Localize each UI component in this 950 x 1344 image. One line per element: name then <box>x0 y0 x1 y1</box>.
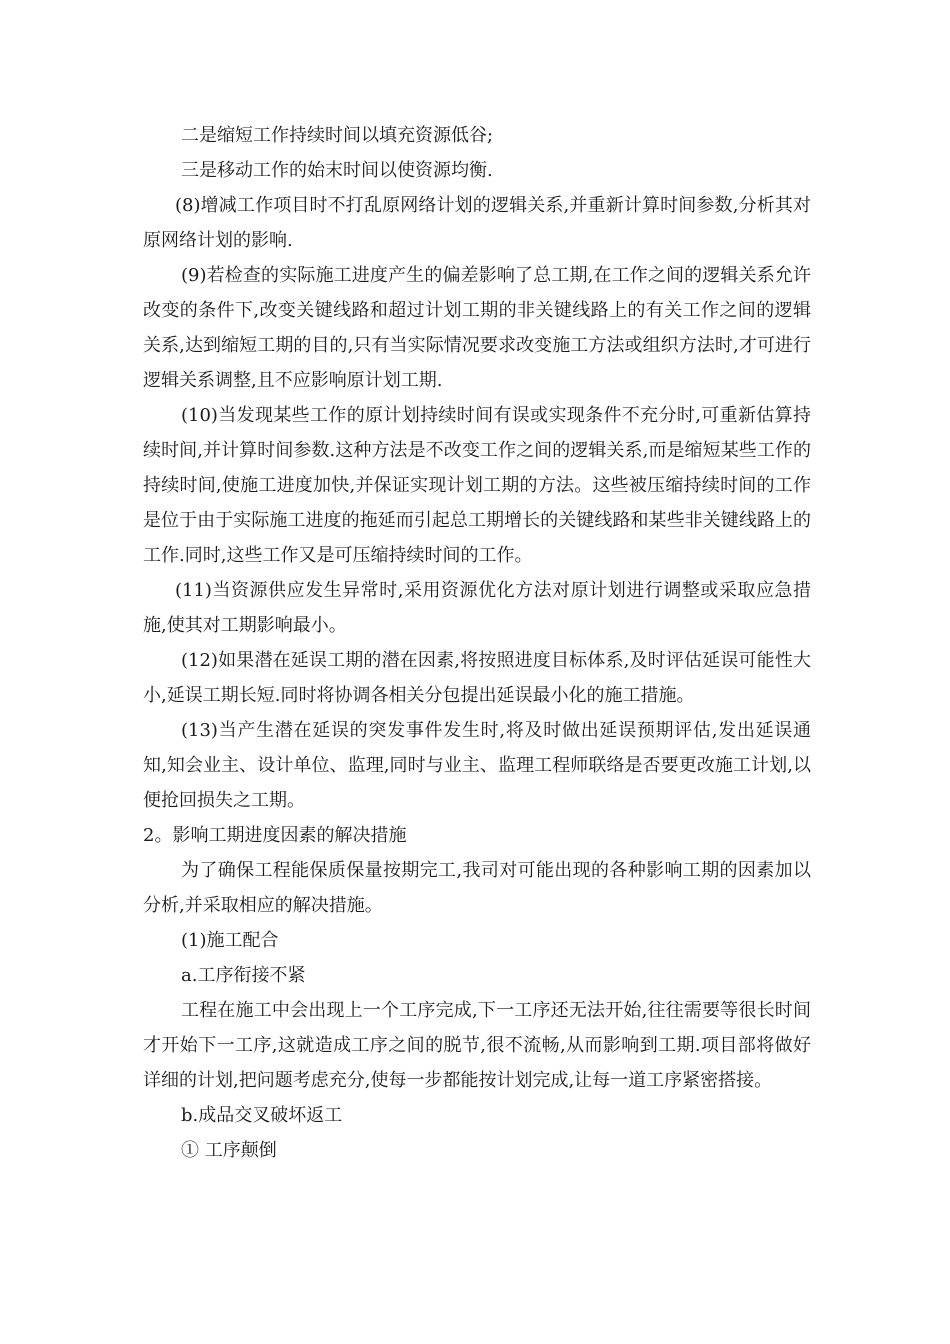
subheading-b: b.成品交叉破坏返工 <box>181 1105 343 1126</box>
paragraph-item-10: (10)当发现某些工作的原计划持续时间有误或实现条件不充分时,可重新估算持续时间,并计算时间参数.这种方法是不改变工作之间的逻辑关系,而是缩短某些工作的持续时间,使施工进度加快,并保证实现计划工期的方法。这些被压缩持续时间的工作是位于由于实际施工进度的拖延而引起总工期增长的关键线路和某些非关键线路上的工作.同时,这些工作又是可压缩持续时间的工作。 <box>143 405 811 566</box>
document-body <box>143 118 811 1168</box>
paragraph-process-gap: 工程在施工中会出现上一个工序完成,下一工序还无法开始,往往需要等很长时间才开始下一工序,这就造成工序之间的脱节,很不流畅,从而影响到工期.项目部将做好详细的计划,把问题考虑充分,使每一步都能按计划完成,让每一道工序紧密搭接。 <box>143 1000 811 1091</box>
paragraph-item-12: (12)如果潜在延误工期的潜在因素,将按照进度目标体系,及时评估延误可能性大小,延误工期长短.同时将协调各相关分包提出延误最小化的施工措施。 <box>143 650 811 706</box>
section-heading-2: 2。影响工期进度因素的解决措施 <box>143 825 407 846</box>
list-item-1: ① 工序颠倒 <box>181 1140 277 1161</box>
paragraph-resource-valley: 二是缩短工作持续时间以填充资源低谷; <box>181 125 494 146</box>
paragraph-resource-balance: 三是移动工作的始末时间以使资源均衡. <box>181 160 493 181</box>
paragraph-item-13: (13)当产生潜在延误的突发事件发生时,将及时做出延误预期评估,发出延误通知,知会业主、设计单位、监理,同时与业主、监理工程师联络是否要更改施工计划,以便抢回损失之工期。 <box>143 720 811 811</box>
paragraph-item-8: (8)增减工作项目时不打乱原网络计划的逻辑关系,并重新计算时间参数,分析其对原网络计划的影响. <box>143 195 811 251</box>
paragraph-item-9: (9)若检查的实际施工进度产生的偏差影响了总工期,在工作之间的逻辑关系允许改变的条件下,改变关键线路和超过计划工期的非关键线路上的有关工作之间的逻辑关系,达到缩短工期的目的,只有当实际情况要求改变施工方法或组织方法时,才可进行逻辑关系调整,且不应影响原计划工期. <box>143 265 811 391</box>
subheading-construction-coordination: (1)施工配合 <box>181 930 279 951</box>
paragraph-item-11: (11)当资源供应发生异常时,采用资源优化方法对原计划进行调整或采取应急措施,使其对工期影响最小。 <box>143 580 811 636</box>
paragraph-intro: 为了确保工程能保质保量按期完工,我司对可能出现的各种影响工期的因素加以分析,并采取相应的解决措施。 <box>143 860 811 916</box>
subheading-a: a.工序衔接不紧 <box>181 965 306 986</box>
